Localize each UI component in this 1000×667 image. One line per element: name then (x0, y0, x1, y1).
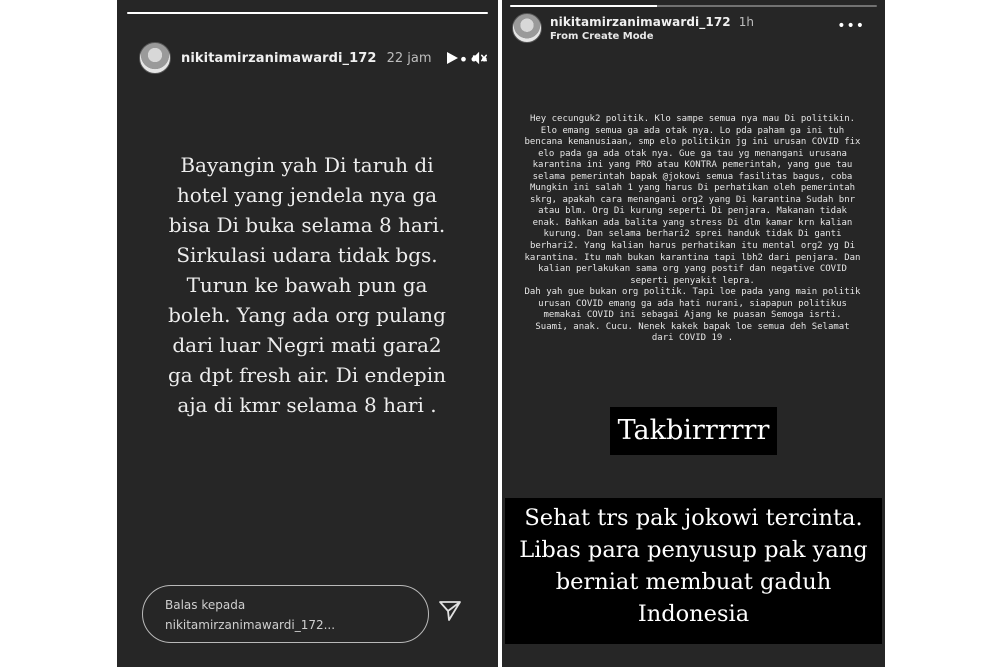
avatar[interactable] (139, 42, 171, 74)
story-left[interactable] (117, 0, 498, 667)
story-progress-fill (127, 12, 488, 14)
story-header (139, 40, 489, 76)
reply-username: nikitamirzanimawardi_172... (165, 618, 336, 632)
story-progress-fill (510, 5, 657, 7)
create-mode-label: From Create Mode (550, 30, 654, 42)
send-icon[interactable] (437, 598, 463, 624)
username[interactable]: nikitamirzanimawardi_172 (181, 50, 377, 66)
story-header (512, 12, 812, 44)
username[interactable]: nikitamirzanimawardi_172 (550, 14, 731, 29)
story-caption: Hey cecunguk2 politik. Klo sampe semua nya mau Di politikin. Elo emang semua ga ada otak nya. Lo pda paham ga ini tuh bencana kemanusiaan, smp elo politikin jg ini urusan COVID fix elo pada ga ada otak nya. Gue ga tau yg menangani urusana karantina ini yang PRO atau KONTRA pemerintah, yang gue tau selama pemerintah bapak @jokowi semua fasilitas bagus, coba Mungkin ini salah 1 yang harus Di perhatikan oleh pemerintah skrg, apakah cara menangani org2 yang Di karantina Sudah bnr atau blm. Org Di kurung seperti Di penjara. Makanan tidak enak. Bahkan ada balita yang stress Di dlm kamar krn kalian kurung. Dan selama berhari2 sprei handuk tidak Di ganti berhari2. Yang kalian harus perhatikan itu mental org2 yg Di karantina. Itu mah bukan karantina tapi lbh2 dari penjara. Dan kalian perlakukan sama org yang postif dan negative COVID seperti penyakit lepra. Dah yah gue bukan org politik. Tapi loe pada yang main politik urusan COVID emang ga ada hati nurani, siapapun politikus memakai COVID ini sebagai Ajang ke puasan Semoga isrti. Suami, anak. Cucu. Nenek kakek bapak loe semua deh Selamat dari COVID 19 . (524, 114, 861, 344)
header-text (550, 15, 754, 42)
more-options-icon[interactable]: ••• (837, 18, 865, 34)
takbir-text: Takbirrrrrr (610, 407, 778, 455)
avatar[interactable] (512, 13, 542, 43)
story-progress-bar (127, 12, 488, 14)
footer-caption: Sehat trs pak jokowi tercinta. Libas para penyusup pak yang berniat membuat gaduh Indonesia (505, 498, 882, 644)
story-caption: Bayangin yah Di taruh di hotel yang jendela nya ga bisa Di buka selama 8 hari. Sirkulasi udara tidak bgs. Turun ke bawah pun ga boleh. Yang ada org pulang dari luar Negri mati gara2 ga dpt fresh air. Di endepin aja di kmr selama 8 hari . (167, 153, 446, 417)
reply-prefix: Balas kepada (165, 598, 246, 612)
header-row (550, 15, 754, 29)
time-ago: 22 jam (386, 50, 432, 66)
time-ago: 1h (738, 14, 754, 29)
reply-input[interactable] (142, 585, 429, 643)
play-icon[interactable] (444, 50, 460, 66)
more-options-icon[interactable]: ••• (458, 50, 490, 69)
takbir-wrapper (502, 407, 885, 455)
story-right[interactable] (502, 0, 885, 667)
story-progress-bar (510, 5, 877, 7)
